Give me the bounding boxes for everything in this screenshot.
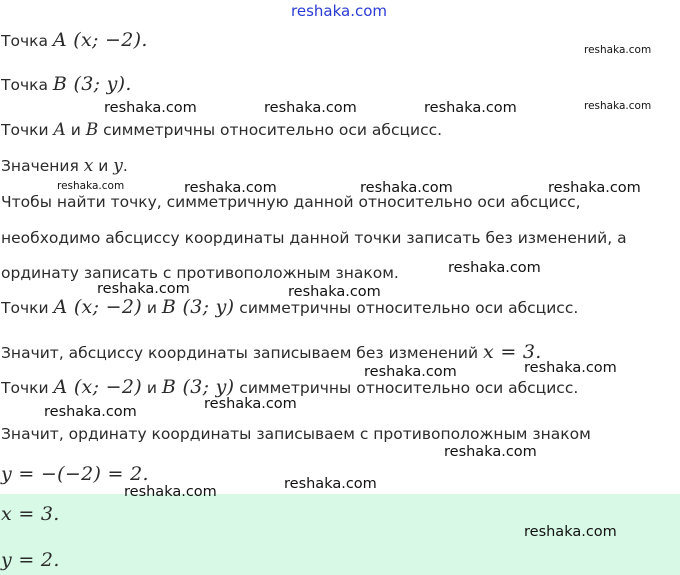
watermark: reshaka.com [57,180,125,192]
watermark: reshaka.com [360,180,453,196]
line-text: Точки [1,379,54,397]
watermark: reshaka.com [44,404,137,420]
top-watermark: reshaka.com [291,2,387,20]
watermark: reshaka.com [584,44,652,56]
line-ordinate: Значит, ординату координаты записываем с противоположным знаком [1,425,591,443]
watermark: reshaka.com [364,364,457,380]
line-text: Точки [1,299,54,317]
math-point-a: A (x; −2) [53,296,142,318]
watermark: reshaka.com [288,284,381,300]
math-point-a: A (x; −2) [53,376,142,398]
answer-y [1,549,60,572]
line-text: симметричны относительно оси абсцисс. [234,379,579,397]
watermark: reshaka.com [548,180,641,196]
math-point-b: B (3; y) [161,296,235,318]
line-point-b [1,73,132,96]
math-y-calculation: y = −(−2) = 2. [1,463,149,485]
answer-x [1,503,60,526]
watermark: reshaka.com [124,484,217,500]
line-abscissa [1,341,542,364]
watermark: reshaka.com [524,360,617,376]
line-text: симметричны относительно оси абсцисс. [98,121,443,139]
watermark: reshaka.com [184,180,277,196]
line-rule-2: необходимо абсциссу координаты данной точки записать без изменений, а [1,229,627,247]
line-values [1,155,128,177]
line-text: Точка [1,32,53,50]
watermark: reshaka.com [444,444,537,460]
watermark: reshaka.com [284,476,377,492]
line-text: и [141,379,162,397]
line-text: Значения [1,157,84,175]
watermark: reshaka.com [204,396,297,412]
line-text: Точки [1,121,54,139]
line-text: и [93,157,114,175]
line-text: Точка [1,76,53,94]
watermark: reshaka.com [264,100,357,116]
math-y: y [113,156,123,176]
line-text: Значит, абсциссу координаты записываем без изменений [1,344,483,362]
watermark: reshaka.com [97,281,190,297]
line-text: симметричны относительно оси абсцисс. [234,299,579,317]
line-rule-1: Чтобы найти точку, симметричную данной относительно оси абсцисс, [1,193,581,211]
math-point-b: B (3; y). [52,73,132,95]
line-rule-3: ординату записать с противоположным знаком. [1,264,399,282]
math-x-equals: x = 3. [483,341,542,363]
line-text: . [122,157,128,175]
line-y-calculation [1,463,149,486]
math-answer-y: y = 2. [1,549,60,571]
line-point-a [1,29,148,52]
watermark: reshaka.com [448,260,541,276]
math-b: B [85,120,99,140]
line-symmetric-statement [1,119,442,141]
line-text: и [141,299,162,317]
watermark: reshaka.com [584,100,652,112]
math-point-b: B (3; y) [161,376,235,398]
watermark: reshaka.com [104,100,197,116]
watermark: reshaka.com [524,524,617,540]
math-point-a: A (x; −2). [52,29,148,51]
math-a: A [53,120,66,140]
math-x: x [83,156,94,176]
watermark: reshaka.com [424,100,517,116]
line-text: и [65,121,86,139]
math-answer-x: x = 3. [1,503,60,525]
